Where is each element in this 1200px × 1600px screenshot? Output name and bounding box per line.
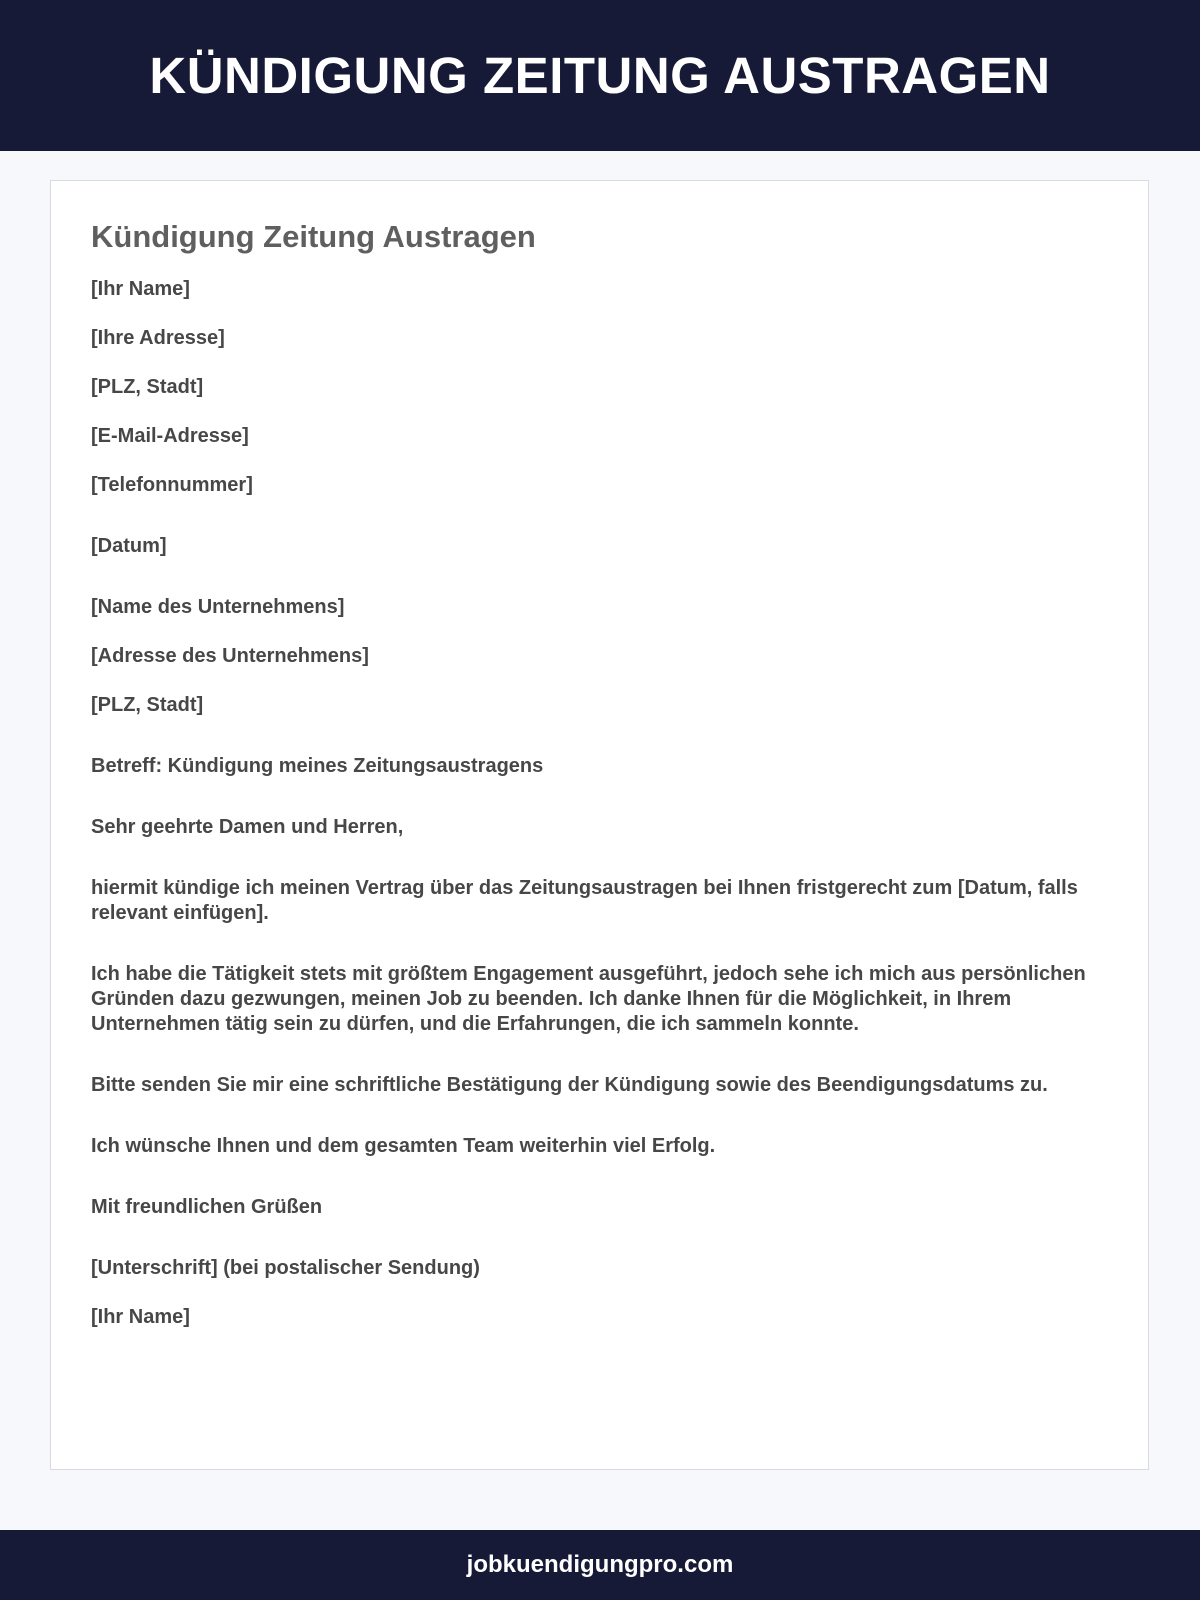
letter-title: Kündigung Zeitung Austragen (91, 219, 536, 254)
letter-signature: [Unterschrift] (bei postalischer Sendung) (91, 1257, 480, 1279)
page-header (0, 0, 1200, 151)
sender-address: [Ihre Adresse] (91, 327, 225, 349)
letter-paragraph-2: Ich habe die Tätigkeit stets mit größtem Engagement ausgeführt, jedoch sehe ich mich aus persönlichen Gründen dazu gezwungen, meinen Job zu beenden. Ich danke Ihnen für die Möglichkeit, in Ihrem Unternehmen tätig sein zu dürfen, und die Erfahrungen, die ich sammeln konnte. (91, 963, 1086, 1035)
letter-paragraph-3: Bitte senden Sie mir eine schriftliche Bestätigung der Kündigung sowie des Beendigungsdatums zu. (91, 1074, 1048, 1096)
page-header-title: KÜNDIGUNG ZEITUNG AUSTRAGEN (149, 47, 1051, 104)
recipient-address: [Adresse des Unternehmens] (91, 645, 369, 667)
page-footer (0, 1530, 1200, 1600)
letter-closing: Mit freundlichen Grüßen (91, 1196, 323, 1218)
letter-paragraph-4: Ich wünsche Ihnen und dem gesamten Team weiterhin viel Erfolg. (91, 1135, 716, 1157)
letter-card (50, 180, 1149, 1470)
sender-phone: [Telefonnummer] (91, 474, 253, 496)
sender-name: [Ihr Name] (91, 278, 190, 300)
sender-city: [PLZ, Stadt] (91, 376, 204, 398)
footer-site-name: jobkuendigungpro.com (466, 1551, 734, 1578)
letter-subject: Betreff: Kündigung meines Zeitungsaustragens (91, 755, 544, 777)
recipient-city: [PLZ, Stadt] (91, 694, 204, 716)
letter-paragraph-1: hiermit kündige ich meinen Vertrag über das Zeitungsaustragen bei Ihnen fristgerecht zum [Datum, falls relevant einfügen]. (91, 877, 1078, 924)
letter-salutation: Sehr geehrte Damen und Herren, (91, 816, 404, 838)
letter-date: [Datum] (91, 535, 167, 557)
sender-email: [E-Mail-Adresse] (91, 425, 249, 447)
recipient-name: [Name des Unternehmens] (91, 596, 345, 618)
letter-signature-name: [Ihr Name] (91, 1306, 190, 1328)
